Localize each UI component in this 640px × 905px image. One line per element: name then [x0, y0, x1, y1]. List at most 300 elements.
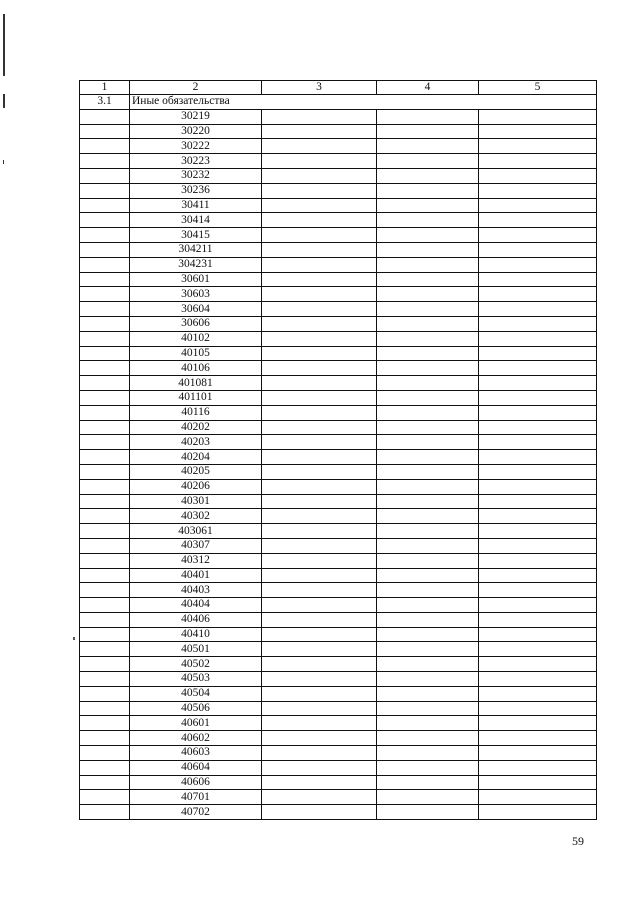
- empty-cell: [377, 716, 479, 731]
- empty-cell: [80, 657, 130, 672]
- empty-cell: [479, 627, 597, 642]
- empty-cell: [80, 760, 130, 775]
- empty-cell: [262, 242, 377, 257]
- table-row: [80, 494, 597, 509]
- account-code: 40602: [130, 731, 262, 746]
- empty-cell: [262, 213, 377, 228]
- table-row: [80, 257, 597, 272]
- empty-cell: [80, 686, 130, 701]
- account-code: 40606: [130, 775, 262, 790]
- table-row: [80, 420, 597, 435]
- empty-cell: [80, 464, 130, 479]
- empty-cell: [479, 287, 597, 302]
- empty-cell: [479, 154, 597, 169]
- empty-cell: [479, 257, 597, 272]
- empty-cell: [80, 775, 130, 790]
- empty-cell: [80, 198, 130, 213]
- empty-cell: [377, 494, 479, 509]
- empty-cell: [262, 538, 377, 553]
- empty-cell: [377, 686, 479, 701]
- account-code: 40504: [130, 686, 262, 701]
- empty-cell: [262, 775, 377, 790]
- account-code: 40603: [130, 746, 262, 761]
- empty-cell: [80, 242, 130, 257]
- column-header: 2: [130, 81, 262, 95]
- empty-cell: [479, 405, 597, 420]
- account-code: 40701: [130, 790, 262, 805]
- account-code: 30222: [130, 139, 262, 154]
- empty-cell: [479, 331, 597, 346]
- empty-cell: [80, 139, 130, 154]
- empty-cell: [479, 464, 597, 479]
- empty-cell: [479, 228, 597, 243]
- account-code: 30604: [130, 302, 262, 317]
- empty-cell: [80, 361, 130, 376]
- empty-cell: [479, 805, 597, 820]
- empty-cell: [377, 627, 479, 642]
- empty-cell: [80, 494, 130, 509]
- empty-cell: [262, 642, 377, 657]
- empty-cell: [80, 598, 130, 613]
- account-code: 401081: [130, 376, 262, 391]
- empty-cell: [80, 302, 130, 317]
- empty-cell: [262, 154, 377, 169]
- empty-cell: [262, 331, 377, 346]
- accounts-table: [79, 80, 597, 820]
- empty-cell: [479, 183, 597, 198]
- account-code: 40503: [130, 672, 262, 687]
- empty-cell: [479, 168, 597, 183]
- empty-cell: [377, 272, 479, 287]
- empty-cell: [479, 198, 597, 213]
- empty-cell: [377, 316, 479, 331]
- account-code: 40205: [130, 464, 262, 479]
- empty-cell: [377, 287, 479, 302]
- empty-cell: [80, 450, 130, 465]
- account-code: 40202: [130, 420, 262, 435]
- empty-cell: [479, 302, 597, 317]
- table-row: [80, 213, 597, 228]
- page-number: 59: [572, 834, 584, 848]
- table-row: [80, 686, 597, 701]
- account-code: 304231: [130, 257, 262, 272]
- account-code: 40102: [130, 331, 262, 346]
- empty-cell: [377, 479, 479, 494]
- account-code: 304211: [130, 242, 262, 257]
- empty-cell: [80, 524, 130, 539]
- account-code: 40116: [130, 405, 262, 420]
- empty-cell: [377, 109, 479, 124]
- empty-cell: [377, 154, 479, 169]
- binder-mark: [3, 160, 4, 164]
- empty-cell: [377, 361, 479, 376]
- binder-mark: [3, 94, 5, 108]
- empty-cell: [80, 272, 130, 287]
- empty-cell: [479, 213, 597, 228]
- empty-cell: [377, 198, 479, 213]
- empty-cell: [80, 287, 130, 302]
- empty-cell: [479, 568, 597, 583]
- empty-cell: [377, 568, 479, 583]
- empty-cell: [80, 124, 130, 139]
- empty-cell: [479, 109, 597, 124]
- account-code: 40404: [130, 598, 262, 613]
- empty-cell: [262, 790, 377, 805]
- empty-cell: [262, 716, 377, 731]
- empty-cell: [262, 435, 377, 450]
- account-code: 40502: [130, 657, 262, 672]
- empty-cell: [377, 657, 479, 672]
- empty-cell: [262, 598, 377, 613]
- table-row: [80, 316, 597, 331]
- binder-mark: [3, 14, 5, 76]
- account-code: 40204: [130, 450, 262, 465]
- empty-cell: [80, 805, 130, 820]
- empty-cell: [80, 746, 130, 761]
- empty-cell: [80, 568, 130, 583]
- table-row: [80, 731, 597, 746]
- empty-cell: [479, 494, 597, 509]
- account-code: 40403: [130, 583, 262, 598]
- empty-cell: [262, 746, 377, 761]
- empty-cell: [262, 524, 377, 539]
- empty-cell: [80, 316, 130, 331]
- empty-cell: [80, 405, 130, 420]
- table-row: [80, 287, 597, 302]
- empty-cell: [479, 731, 597, 746]
- table-row: [80, 390, 597, 405]
- empty-cell: [262, 420, 377, 435]
- empty-cell: [479, 642, 597, 657]
- empty-cell: [377, 183, 479, 198]
- table-row: [80, 198, 597, 213]
- empty-cell: [80, 672, 130, 687]
- empty-cell: [80, 701, 130, 716]
- empty-cell: [262, 168, 377, 183]
- table-row: [80, 464, 597, 479]
- column-header: 5: [479, 81, 597, 95]
- empty-cell: [80, 346, 130, 361]
- empty-cell: [377, 642, 479, 657]
- empty-cell: [479, 538, 597, 553]
- empty-cell: [80, 420, 130, 435]
- account-code: 40604: [130, 760, 262, 775]
- table-row: [80, 331, 597, 346]
- empty-cell: [80, 553, 130, 568]
- table-row: [80, 242, 597, 257]
- empty-cell: [377, 242, 479, 257]
- empty-cell: [479, 657, 597, 672]
- empty-cell: [479, 553, 597, 568]
- empty-cell: [377, 405, 479, 420]
- empty-cell: [479, 790, 597, 805]
- empty-cell: [262, 509, 377, 524]
- account-code: 40601: [130, 716, 262, 731]
- table-row: [80, 346, 597, 361]
- empty-cell: [479, 435, 597, 450]
- empty-cell: [479, 376, 597, 391]
- empty-cell: [80, 627, 130, 642]
- account-code: 30236: [130, 183, 262, 198]
- empty-cell: [80, 790, 130, 805]
- empty-cell: [377, 376, 479, 391]
- empty-cell: [262, 450, 377, 465]
- empty-cell: [262, 257, 377, 272]
- empty-cell: [479, 139, 597, 154]
- empty-cell: [80, 168, 130, 183]
- empty-cell: [262, 287, 377, 302]
- empty-cell: [80, 109, 130, 124]
- table-row: [80, 139, 597, 154]
- empty-cell: [262, 494, 377, 509]
- empty-cell: [479, 479, 597, 494]
- account-code: 40203: [130, 435, 262, 450]
- account-code: 40702: [130, 805, 262, 820]
- table-header-row: [80, 81, 597, 95]
- empty-cell: [377, 257, 479, 272]
- table-row: [80, 672, 597, 687]
- empty-cell: [80, 228, 130, 243]
- empty-cell: [80, 538, 130, 553]
- empty-cell: [479, 598, 597, 613]
- empty-cell: [377, 760, 479, 775]
- empty-cell: [80, 213, 130, 228]
- account-code: 40302: [130, 509, 262, 524]
- section-number: 3.1: [80, 95, 130, 110]
- empty-cell: [80, 731, 130, 746]
- table-row: [80, 168, 597, 183]
- empty-cell: [80, 509, 130, 524]
- empty-cell: [479, 672, 597, 687]
- empty-cell: [479, 242, 597, 257]
- empty-cell: [377, 168, 479, 183]
- table-row: [80, 775, 597, 790]
- empty-cell: [479, 509, 597, 524]
- account-code: 30603: [130, 287, 262, 302]
- empty-cell: [479, 716, 597, 731]
- table-row: [80, 524, 597, 539]
- empty-cell: [80, 716, 130, 731]
- empty-cell: [262, 686, 377, 701]
- account-code: 40410: [130, 627, 262, 642]
- empty-cell: [80, 154, 130, 169]
- empty-cell: [377, 672, 479, 687]
- empty-cell: [479, 272, 597, 287]
- empty-cell: [80, 331, 130, 346]
- account-code: 30223: [130, 154, 262, 169]
- empty-cell: [377, 346, 479, 361]
- account-code: 30414: [130, 213, 262, 228]
- table-row: [80, 805, 597, 820]
- empty-cell: [377, 701, 479, 716]
- empty-cell: [262, 553, 377, 568]
- empty-cell: [377, 746, 479, 761]
- empty-cell: [377, 598, 479, 613]
- empty-cell: [262, 361, 377, 376]
- account-code: 40301: [130, 494, 262, 509]
- column-header: 4: [377, 81, 479, 95]
- table-row: [80, 553, 597, 568]
- empty-cell: [262, 346, 377, 361]
- empty-cell: [262, 390, 377, 405]
- empty-cell: [479, 346, 597, 361]
- empty-cell: [377, 464, 479, 479]
- empty-cell: [377, 124, 479, 139]
- empty-cell: [479, 524, 597, 539]
- table-row: [80, 583, 597, 598]
- table-row: [80, 479, 597, 494]
- empty-cell: [80, 583, 130, 598]
- empty-cell: [262, 198, 377, 213]
- empty-cell: [479, 686, 597, 701]
- empty-cell: [262, 657, 377, 672]
- empty-cell: [262, 731, 377, 746]
- empty-cell: [262, 464, 377, 479]
- table-row: [80, 568, 597, 583]
- empty-cell: [377, 731, 479, 746]
- empty-cell: [377, 612, 479, 627]
- account-code: 30232: [130, 168, 262, 183]
- empty-cell: [262, 228, 377, 243]
- empty-cell: [479, 316, 597, 331]
- empty-cell: [262, 760, 377, 775]
- empty-cell: [80, 257, 130, 272]
- empty-cell: [377, 583, 479, 598]
- empty-cell: [479, 420, 597, 435]
- table-row: [80, 760, 597, 775]
- empty-cell: [377, 509, 479, 524]
- empty-cell: [377, 538, 479, 553]
- empty-cell: [479, 583, 597, 598]
- column-header: 1: [80, 81, 130, 95]
- empty-cell: [377, 450, 479, 465]
- account-code: 30411: [130, 198, 262, 213]
- empty-cell: [377, 213, 479, 228]
- empty-cell: [479, 361, 597, 376]
- empty-cell: [479, 760, 597, 775]
- empty-cell: [262, 183, 377, 198]
- table-row: [80, 109, 597, 124]
- table-row: [80, 598, 597, 613]
- table-row: [80, 509, 597, 524]
- empty-cell: [377, 805, 479, 820]
- account-code: 40206: [130, 479, 262, 494]
- table-row: [80, 272, 597, 287]
- empty-cell: [80, 479, 130, 494]
- account-code: 40401: [130, 568, 262, 583]
- empty-cell: [377, 435, 479, 450]
- table-row: [80, 361, 597, 376]
- account-code: 40312: [130, 553, 262, 568]
- table-row: [80, 627, 597, 642]
- empty-cell: [377, 420, 479, 435]
- empty-cell: [377, 390, 479, 405]
- table-row: [80, 538, 597, 553]
- section-row: [80, 95, 597, 110]
- table-row: [80, 435, 597, 450]
- table-row: [80, 154, 597, 169]
- empty-cell: [262, 405, 377, 420]
- section-title: Иные обязательства: [130, 95, 597, 110]
- account-code: 40406: [130, 612, 262, 627]
- empty-cell: [479, 775, 597, 790]
- table-row: [80, 701, 597, 716]
- empty-cell: [479, 390, 597, 405]
- empty-cell: [262, 583, 377, 598]
- empty-cell: [377, 790, 479, 805]
- empty-cell: [377, 553, 479, 568]
- empty-cell: [262, 109, 377, 124]
- account-code: 30601: [130, 272, 262, 287]
- empty-cell: [262, 302, 377, 317]
- empty-cell: [479, 450, 597, 465]
- account-code: 40506: [130, 701, 262, 716]
- table-row: [80, 642, 597, 657]
- empty-cell: [377, 228, 479, 243]
- account-code: 30606: [130, 316, 262, 331]
- table-row: [80, 183, 597, 198]
- empty-cell: [479, 612, 597, 627]
- empty-cell: [262, 316, 377, 331]
- empty-cell: [262, 139, 377, 154]
- empty-cell: [80, 390, 130, 405]
- account-code: 40501: [130, 642, 262, 657]
- empty-cell: [377, 302, 479, 317]
- empty-cell: [262, 376, 377, 391]
- account-code: 30415: [130, 228, 262, 243]
- empty-cell: [479, 746, 597, 761]
- scan-speck: [73, 637, 75, 640]
- table-row: [80, 302, 597, 317]
- table-row: [80, 657, 597, 672]
- table-row: [80, 612, 597, 627]
- table-row: [80, 450, 597, 465]
- account-code: 30219: [130, 109, 262, 124]
- account-code: 403061: [130, 524, 262, 539]
- empty-cell: [262, 805, 377, 820]
- empty-cell: [262, 701, 377, 716]
- empty-cell: [262, 272, 377, 287]
- account-code: 30220: [130, 124, 262, 139]
- empty-cell: [80, 612, 130, 627]
- empty-cell: [262, 627, 377, 642]
- table-row: [80, 716, 597, 731]
- table-row: [80, 746, 597, 761]
- empty-cell: [377, 139, 479, 154]
- empty-cell: [479, 701, 597, 716]
- empty-cell: [262, 612, 377, 627]
- empty-cell: [377, 524, 479, 539]
- empty-cell: [262, 124, 377, 139]
- empty-cell: [262, 568, 377, 583]
- empty-cell: [479, 124, 597, 139]
- table-row: [80, 376, 597, 391]
- account-code: 40105: [130, 346, 262, 361]
- empty-cell: [262, 479, 377, 494]
- column-header: 3: [262, 81, 377, 95]
- empty-cell: [262, 672, 377, 687]
- account-code: 401101: [130, 390, 262, 405]
- empty-cell: [80, 183, 130, 198]
- table-row: [80, 405, 597, 420]
- account-code: 40307: [130, 538, 262, 553]
- empty-cell: [377, 775, 479, 790]
- empty-cell: [80, 376, 130, 391]
- table-row: [80, 790, 597, 805]
- empty-cell: [80, 642, 130, 657]
- account-code: 40106: [130, 361, 262, 376]
- empty-cell: [377, 331, 479, 346]
